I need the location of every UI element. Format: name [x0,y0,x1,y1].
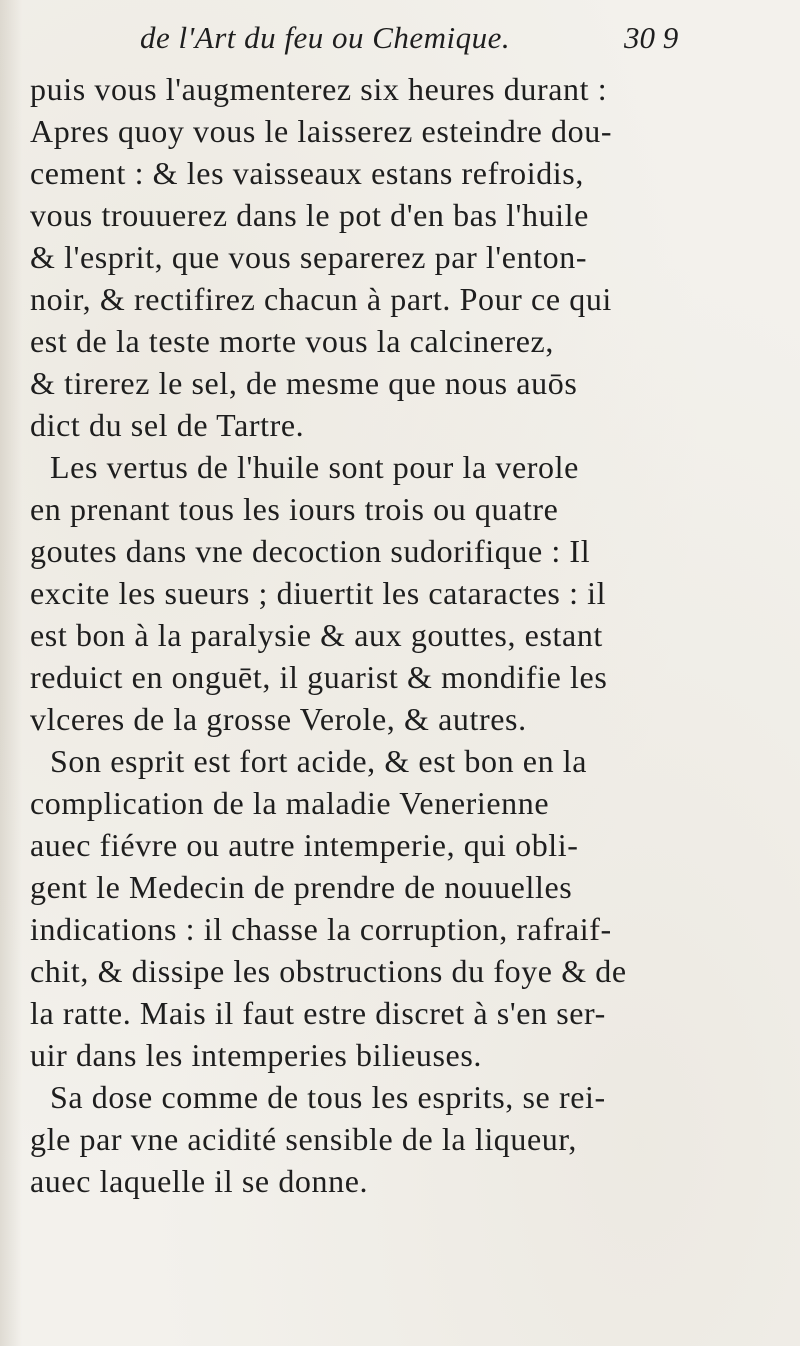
page-number: 30 9 [624,20,679,55]
text-line: est bon à la paralysie & aux gouttes, estant [30,617,603,653]
text-line: gle par vne acidité sensible de la liqueur, [30,1121,577,1157]
text-line: la ratte. Mais il faut estre discret à s'en ser- [30,995,606,1031]
text-line: complication de la maladie Venerienne [30,785,550,821]
text-line: est de la teste morte vous la calcinerez, [30,323,554,359]
text-line: vous trouuerez dans le pot d'en bas l'huile [30,197,589,233]
text-line: dict du sel de Tartre. [30,407,305,443]
text-line: indications : il chasse la corruption, rafraif- [30,911,612,947]
text-line: auec fiévre ou autre intemperie, qui obli- [30,827,579,863]
text-line: & l'esprit, que vous separerez par l'enton- [30,239,588,275]
text-line: & tirerez le sel, de mesme que nous auōs [30,365,578,401]
text-line: reduict en onguēt, il guarist & mondifie les [30,659,608,695]
text-line: excite les sueurs ; diuertit les cataractes : il [30,575,607,611]
text-line: uir dans les intemperies bilieuses. [30,1037,483,1073]
paragraph-first-line: Son esprit est fort acide, & est bon en la [50,743,588,779]
running-title: de l'Art du feu ou Chemique. [140,20,511,55]
text-line: chit, & dissipe les obstructions du foye & de [30,953,627,989]
text-line: puis vous l'augmenterez six heures durant : [30,71,608,107]
text-line: en prenant tous les iours trois ou quatre [30,491,559,527]
text-line: cement : & les vaisseaux estans refroidis, [30,155,584,191]
text-line: noir, & rectifirez chacun à part. Pour ce qui [30,281,612,317]
text-line: vlceres de la grosse Verole, & autres. [30,701,527,737]
text-line: gent le Medecin de prendre de nouuelles [30,869,573,905]
text-line: auec laquelle il se donne. [30,1163,369,1199]
paragraph-first-line: Les vertus de l'huile sont pour la verole [50,449,579,485]
paragraph-first-line: Sa dose comme de tous les esprits, se rei- [50,1079,606,1115]
text-line: goutes dans vne decoction sudorifique : Il [30,533,591,569]
text-line: Apres quoy vous le laisserez esteindre dou- [30,113,613,149]
